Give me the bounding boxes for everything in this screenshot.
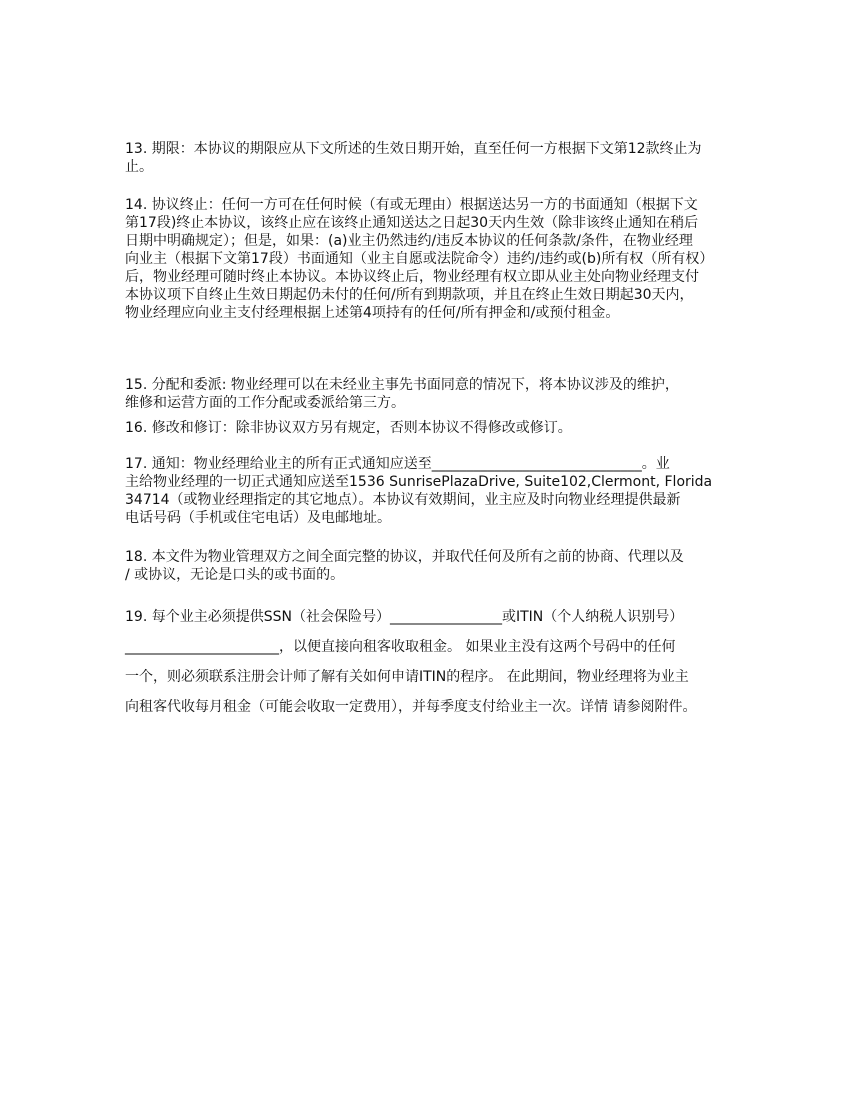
- clause-line: 止。: [125, 159, 153, 175]
- clause-17-notice: [125, 455, 712, 527]
- clause-line: 日期中明确规定）；但是，如果：(a)业主仍然违约/违反本协议的任何条款/条件，在物业经理: [125, 233, 693, 249]
- clause-line: 第17段)终止本协议，该终止应在该终止通知送达之日起30天内生效（除非该终止通知在稍后: [125, 215, 699, 231]
- clause-line: ______________________，以便直接向租客收取租金。 如果业主没有这两个号码中的任何: [125, 639, 676, 655]
- clause-line: 34714（或物业经理指定的其它地点）。本协议有效期间，业主应及时向物业经理提供最新: [125, 492, 681, 508]
- clause-line: 维修和运营方面的工作分配或委派给第三方。: [125, 395, 405, 411]
- clause-19-ssn-itin: [125, 602, 696, 722]
- clause-15-assignment: [125, 376, 679, 412]
- clause-18-entire-agreement: [125, 548, 684, 584]
- clause-line: 电话号码（手机或住宅电话）及电邮地址。: [125, 510, 391, 526]
- clause-16-amendment: [125, 419, 572, 437]
- clause-line: 向租客代收每月租金（可能会收取一定费用），并每季度支付给业主一次。详情 请参阅附件。: [125, 699, 697, 715]
- clause-line: 17. 通知：物业经理给业主的所有正式通知应送至______________________________。业: [125, 456, 670, 472]
- clause-line: 14. 协议终止：任何一方可在任何时候（有或无理由）根据送达另一方的书面通知（根据下文: [125, 197, 698, 213]
- clause-line: 19. 每个业主必须提供SSN（社会保险号）________________或ITIN（个人纳税人识别号）: [125, 609, 684, 625]
- clause-line: 后，物业经理可随时终止本协议。本协议终止后，物业经理有权立即从业主处向物业经理支付: [125, 269, 699, 285]
- clause-line: 向业主（根据下文第17段）书面通知（业主自愿或法院命令）违约/违约或(b)所有权（所有权）: [125, 251, 714, 267]
- clause-line: 一个，则必须联系注册会计师了解有关如何申请ITIN的程序。 在此期间，物业经理将为业主: [125, 669, 689, 685]
- clause-line: 物业经理应向业主支付经理根据上述第4项持有的任何/所有押金和/或预付租金。: [125, 305, 620, 321]
- clause-14-termination: [125, 196, 713, 322]
- clause-line: 15. 分配和委派: 物业经理可以在未经业主事先书面同意的情况下，将本协议涉及的维护，: [125, 377, 679, 393]
- clause-line: 主给物业经理的一切正式通知应送至1536 SunrisePlazaDrive, Suite102,Clermont, Florida: [125, 474, 713, 490]
- clause-13-term: [125, 140, 702, 176]
- clause-line: 18. 本文件为物业管理双方之间全面完整的协议，并取代任何及所有之前的协商、代理以及: [125, 549, 684, 565]
- clause-line: 13. 期限：本协议的期限应从下文所述的生效日期开始，直至任何一方根据下文第12款终止为: [125, 141, 702, 157]
- clause-line: / 或协议，无论是口头的或书面的。: [125, 567, 345, 583]
- clause-line: 本协议项下自终止生效日期起仍未付的任何/所有到期款项，并且在终止生效日期起30天内，: [125, 287, 694, 303]
- clause-line: 16. 修改和修订：除非协议双方另有规定，否则本协议不得修改或修订。: [125, 420, 572, 436]
